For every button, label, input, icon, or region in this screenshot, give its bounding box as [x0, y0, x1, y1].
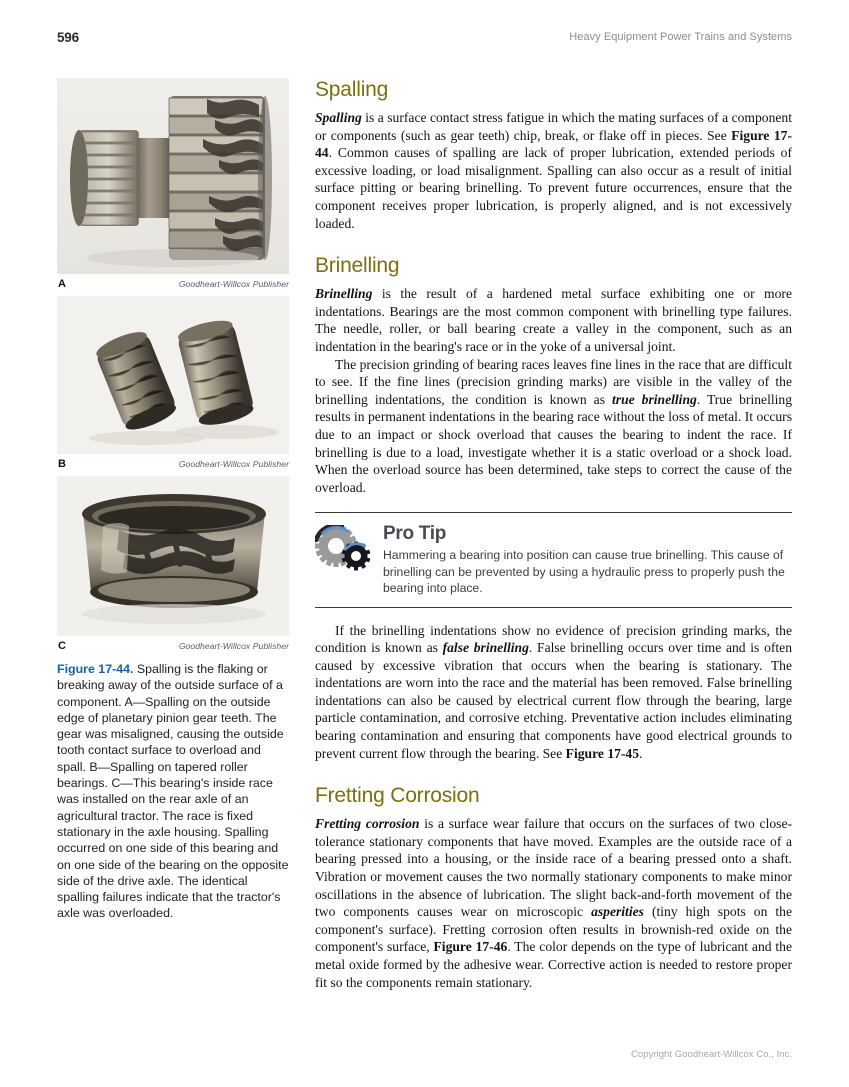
- figure-c-credit: Goodheart-Willcox Publisher: [178, 641, 289, 651]
- paragraph-brinelling-1: [315, 285, 792, 355]
- figure-b-credit: Goodheart-Willcox Publisher: [178, 459, 289, 469]
- pro-tip-body: Hammering a bearing into position can cause true brinelling. This cause of brinelling can be prevented by using a hydraulic press to properly push the bearing into place.: [383, 548, 785, 596]
- brinelling-p1-text: is the result of a hardened metal surface exhibiting one or more indentations. Bearings are the most common component with brinelling type failures. The needle, roller, or ball bearing create a valley in the component, such as an indentation in the bearing's race or in the yoke of a universal joint.: [315, 286, 792, 354]
- figure-c-letter: C: [58, 640, 66, 652]
- heading-fretting-corrosion: Fretting Corrosion: [315, 784, 480, 808]
- fretting-after-term2: (tiny high spots on the component's surface). Fretting corrosion often results in brownish-red oxide on the component's surface,: [315, 904, 792, 955]
- figure-a: [57, 78, 289, 296]
- paragraph-brinelling-2: [315, 356, 792, 497]
- figure-c: [57, 476, 289, 658]
- brinelling-p2-before: The precision grinding of bearing races leaves fine lines in the race that are difficult to see. If the fine lines (precision grinding marks) are visible in the valley of the brinelling indentations, the condition is known as: [315, 356, 792, 407]
- brinelling-p2-after: . True brinelling results in permanent indentations in the bearing race without the loss of metal. It occurs due to an impact or shock overload that causes the bearing to indent the race. If brinelling is due to a load, investigate whether it is a static overload or a shock load. When the overload source has been determined, take steps to correct the cause of the overload.: [315, 391, 792, 495]
- spalled-tapered-roller-bearings-photo: [57, 296, 289, 454]
- spalling-before-ref: is a surface contact stress fatigue in which the mating surfaces of a component or components (such as gear teeth) chip, break, or flake off in pieces. See: [315, 110, 792, 143]
- figure-reference-17-44: Figure 17-44: [315, 127, 792, 161]
- two-gears-icon: [315, 523, 381, 580]
- figure-a-meta: [57, 276, 289, 296]
- term-spalling: Spalling: [315, 110, 362, 125]
- two-gears-icon-svg: [315, 525, 377, 575]
- pro-tip-box: [315, 512, 792, 607]
- figure-caption-number: Figure 17-44.: [57, 662, 134, 676]
- spalled-planetary-pinion-gear-photo: [57, 78, 289, 274]
- figure-caption: [57, 661, 289, 922]
- spalled-bearing-inner-race-photo: [57, 476, 289, 636]
- figure-b: [57, 296, 289, 476]
- brinelling-p3-middle: . False brinelling occurs over time and is often caused by excessive vibration that occurs when the bearing is stationary. The indentations are worn into the race and the material has been removed. False brinelling indentations can also be caused by electrical current flow through the bearing, large particle contamination, and corrosive etching. Preventative action includes eliminating bearing contamination and ensuring that components have good electrical grounds to prevent current flow through the bearing. See: [315, 640, 792, 761]
- fretting-before-ref: is a surface wear failure that occurs on the surfaces of two close-tolerance stationary components that have moved. Examples are the outside race of a bearing pressed into a housing, or the inside race of a bearing pressed onto a shaft. Vibration or movement causes the two normally stationary components to make minor oscillations in the absence of lubrication. The slight back-and-forth movement of the two components causes wear on microscopic: [315, 816, 793, 920]
- figure-reference-17-46: Figure 17-46: [433, 939, 508, 955]
- figure-b-meta: [57, 456, 289, 476]
- book-title: Heavy Equipment Power Trains and Systems: [569, 31, 792, 43]
- figure-a-letter: A: [58, 278, 66, 290]
- term-true-brinelling: true brinelling: [612, 391, 697, 407]
- page-footer-copyright: Copyright Goodheart-Willcox Co., Inc.: [630, 1049, 792, 1060]
- paragraph-spalling-1: [315, 109, 792, 232]
- pro-tip-content: [381, 523, 792, 596]
- page-number: 596: [57, 30, 79, 45]
- figure-a-credit: Goodheart-Willcox Publisher: [178, 279, 289, 289]
- term-false-brinelling: false brinelling: [442, 640, 529, 656]
- figure-reference-17-45: Figure 17-45: [565, 745, 640, 761]
- brinelling-p3-before: If the brinelling indentations show no evidence of precision grinding marks, the condition is known as: [315, 622, 792, 656]
- term-brinelling: Brinelling: [315, 286, 373, 302]
- text-column: [315, 78, 792, 991]
- figure-column: [57, 78, 289, 922]
- figure-c-meta: [57, 638, 289, 658]
- spalling-after-ref: . Common causes of spalling are lack of proper lubrication, extended periods of excessive loading, or load misalignment. Spalling can also occur as a result of initial surface pitting or bearing brinelling. To prevent future occurrences, ensure that the component receives proper lubrication, is properly aligned, and is not excessively loaded.: [315, 145, 792, 231]
- term-fretting-corrosion: Fretting corrosion: [315, 816, 420, 832]
- brinelling-p3-after: .: [639, 745, 643, 761]
- term-asperities: asperities: [591, 904, 644, 920]
- heading-spalling: Spalling: [315, 78, 389, 101]
- pro-tip-title: Pro Tip: [383, 523, 446, 545]
- running-head: [57, 30, 792, 52]
- paragraph-brinelling-3: [315, 622, 792, 763]
- fretting-after-ref: . The color depends on the type of lubricant and the metal oxide formed by the adhesive wear. Corrective action is needed to restore proper fit so the components remain stationary.: [315, 939, 793, 990]
- figure-caption-text: Spalling is the flaking or breaking away of the outside surface of a component. A—Spalling on the outside edge of planetary pinion gear teeth. The gear was misaligned, causing the outside tooth contact surface to overload and spall. B—Spalling on tapered roller bearings. C—This bearing's inside race was installed on the rear axle of an agricultural tractor. The race is fixed stationary in the axle housing. Spalling occurred on one side of this bearing and on one side of the bearing on the opposite side of the drive axle. The identical spalling failures indicate that the tractor's axle was overloaded.: [57, 662, 289, 921]
- figure-b-letter: B: [58, 458, 66, 470]
- heading-brinelling: Brinelling: [315, 254, 400, 278]
- paragraph-fretting-1: [315, 815, 792, 991]
